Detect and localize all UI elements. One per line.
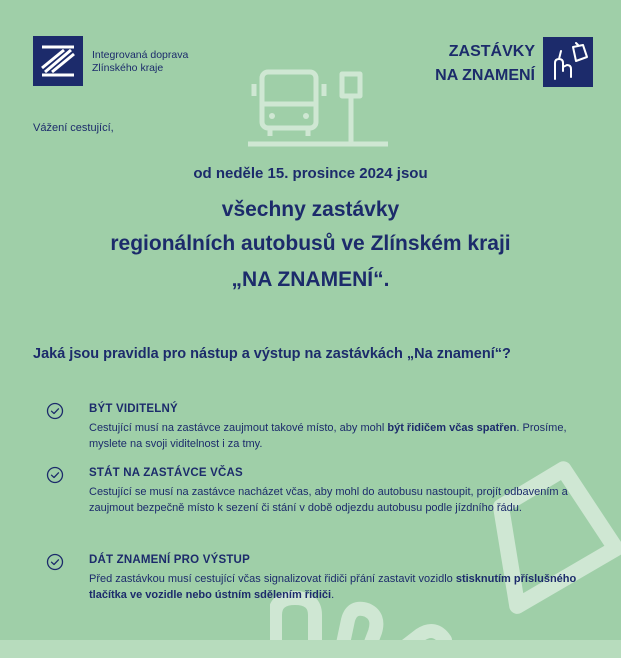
check-circle-icon: [46, 466, 64, 484]
bell-hand-icon: [543, 37, 593, 87]
rule-text-part: .: [331, 589, 335, 601]
rule-text: Cestující se musí na zastávce nacházet včas, aby mohl do autobusu nastoupit, projít odbavením a zaujmout bezpečně místo k sezení či stání v době odjezdu autobusu podle jízdního řádu.: [89, 486, 568, 514]
bottom-stripe: [0, 640, 621, 658]
headline-date: od neděle 15. prosince 2024 jsou: [193, 165, 428, 182]
headline-line-3: regionálních autobusů ve Zlínském kraji: [110, 232, 511, 255]
rule-text-bold: být řidičem včas spatřen: [387, 422, 517, 434]
rule-title: STÁT NA ZASTÁVCE VČAS: [89, 467, 243, 479]
org-line-1: Integrovaná doprava: [92, 49, 189, 61]
badge-title: [435, 40, 535, 88]
org-line-2: Zlínského kraje: [92, 62, 164, 74]
rule-text-bold: stisknutím příslušného tlačítka ve vozidle nebo ústním sdělením řidiči: [89, 573, 577, 601]
rules-question: Jaká jsou pravidla pro nástup a výstup na zastávkách „Na znamení“?: [33, 346, 511, 362]
idzk-logo-icon: [33, 36, 83, 86]
rule-title: DÁT ZNAMENÍ PRO VÝSTUP: [89, 554, 250, 566]
rule-title: BÝT VIDITELNÝ: [89, 403, 178, 415]
organization-name: [92, 49, 188, 75]
rule-text-part: Před zastávkou musí cestující včas signalizovat řidiči přání zastavit vozidlo: [89, 573, 456, 585]
check-circle-icon: [46, 553, 64, 571]
badge-line-1: ZASTÁVKY: [448, 43, 535, 60]
bus-stop-icon: [248, 66, 388, 150]
rule-text-part: . Prosíme, myslete na svoji viditelnost i za tmy.: [89, 422, 567, 450]
headline-line-2: všechny zastávky: [221, 198, 400, 221]
greeting: Vážení cestující,: [33, 122, 114, 134]
badge-line-2: NA ZNAMENÍ: [435, 67, 535, 84]
headline-line-4: „NA ZNAMENÍ“.: [231, 268, 390, 291]
check-circle-icon: [46, 402, 64, 420]
rule-text-part: Cestující musí na zastávce zaujmout takové místo, aby mohl: [89, 422, 388, 434]
rule-text: [89, 571, 589, 603]
rule-text: [89, 420, 589, 452]
